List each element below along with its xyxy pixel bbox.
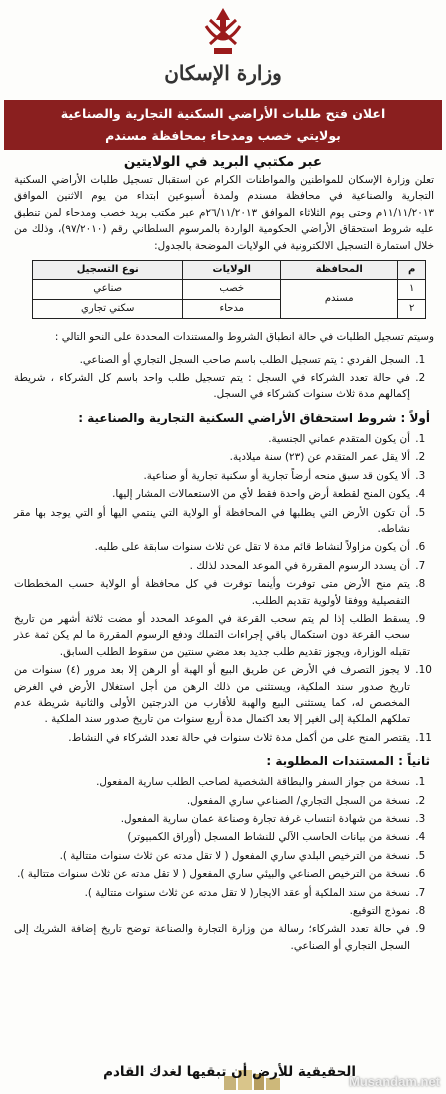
section-title-conditions: أولاً : شروط استحقاق الأراضي السكنية التجارية والصناعية :	[78, 410, 430, 425]
site-watermark: Musandam.net	[348, 1074, 440, 1089]
table-cell: ٢	[398, 299, 426, 318]
list-item: 1. نسخة من جواز السفر والبطاقة الشخصية لصاحب الطلب سارية المفعول.	[14, 774, 412, 790]
banner-title: اعلان فتح طلبات الأراضي السكنية التجارية والصناعية	[60, 106, 386, 121]
list-item: 8. يتم منح الأرض متى توفرت وأينما توفرت في كل محافظة أو الولاية حسب المخططات التفصيلية ووفقا لأولوية تقديم الطلب.	[14, 576, 412, 609]
table-row	[33, 280, 426, 299]
table-cell: سكني تجاري	[33, 299, 183, 318]
list-item: 9. يسقط الطلب إذا لم يتم سحب القرعة في الموعد المحدد أو مضت ثلاثة أشهر من تاريخ سحب القرعة دون استكمال باقي إجراءات التملك ودفع الرسوم المقررة ما لم يكن ثمة عذر تقبله الوزارة، ويجوز تقديم طلب جديد بعد مضي سنتين من سقوط الطلب السابق.	[14, 611, 412, 660]
list-item: 2. ألا يقل عمر المتقدم عن (٢٣) سنة ميلادية.	[14, 449, 412, 465]
registration-intro: وسيتم تسجيل الطلبات في حالة انطباق الشروط والمستندات المحددة على النحو التالي :	[54, 331, 434, 344]
list-item: 9. في حالة تعدد الشركاء؛ رسالة من وزارة التجارة والصناعة توضح تاريخ إضافة الشريك إلى السجل التجاري أو الصناعي.	[14, 921, 412, 954]
table-cell: ١	[398, 280, 426, 299]
announcement-subtitle: عبر مكتبي البريد في الولايتين	[123, 154, 323, 170]
list-item: 1. السجل الفردي : يتم تسجيل الطلب باسم صاحب السجل التجاري أو الصناعي.	[14, 352, 412, 368]
list-item: 2. نسخة من السجل التجاري/ الصناعي ساري المفعول.	[14, 793, 412, 809]
list-item: 1. أن يكون المتقدم عماني الجنسية.	[14, 431, 412, 447]
ministry-emblem-icon	[200, 6, 246, 58]
table-header: المحافظة	[281, 261, 398, 280]
list-item: 8. نموذج التوقيع.	[14, 903, 412, 919]
list-item: 2. في حالة تعدد الشركاء في السجل : يتم تسجيل طلب واحد باسم كل الشركاء ، شريطة إكمالهم مدة ثلاث سنوات كشركاء في السجل.	[14, 370, 412, 403]
table-header: الولايات	[183, 261, 281, 280]
list-item: 5. أن تكون الأرض التي يطلبها في المحافظة أو الولاية التي ينتمي اليها أو التي يوجد بها مقر نشاطه.	[14, 505, 412, 538]
list-item: 6. أن يكون مزاولاً لنشاط قائم مدة لا تقل عن ثلاث سنوات سابقة على طلبه.	[14, 539, 412, 555]
table-header: م	[398, 261, 426, 280]
footer	[0, 1060, 446, 1094]
registration-list	[14, 352, 434, 403]
list-item: 6. نسخة من الترخيص الصناعي والبيئي ساري المفعول ( لا تقل مدته عن ثلاث سنوات متتالية ).	[14, 866, 412, 882]
conditions-list	[14, 431, 434, 746]
table-header-row	[33, 261, 426, 280]
list-item: 5. نسخة من الترخيص البلدي ساري المفعول ( لا تقل مدته عن ثلاث سنوات متتالية ).	[14, 848, 412, 864]
wilaya-table	[32, 260, 426, 319]
announcement-body	[14, 172, 434, 958]
ministry-name: وزارة الإسكان	[164, 61, 282, 85]
table-cell: خصب	[183, 280, 281, 299]
list-item: 10. لا يجوز التصرف في الأرض عن طريق البيع أو الهبة أو الرهن إلا بعد مرور (٤) سنوات من تاريخ صدور سند الملكية، ويستثنى من ذلك الرهن من أجل استغلال الأرض في الغرض المخصص له، كما يستثنى البيع والهبة للأقارب من الدرجتين الأولى والثانية شريطة عدم تملكهم الملكية إلى الغير إلا بعد اكتمال مدة أربع سنوات من تاريخ صدور سند الملكية .	[14, 662, 412, 728]
section-title-documents: ثانياً : المستندات المطلوبة :	[266, 754, 430, 769]
announcement-banner	[4, 100, 442, 150]
list-item: 3. نسخة من شهادة انتساب غرفة تجارة وصناعة عمان سارية المفعول.	[14, 811, 412, 827]
list-item: 4. نسخة من بيانات الحاسب الآلي للنشاط المسجل (أوراق الكمبيوتر)	[14, 829, 412, 845]
list-item: 3. ألا يكون قد سبق منحه أرضاً تجارية أو سكنية تجارية أو صناعية.	[14, 468, 412, 484]
list-item: 7. نسخة من سند الملكية أو عقد الايجار( لا تقل مدته عن ثلاث سنوات متتالية ).	[14, 885, 412, 901]
table-header: نوع التسجيل	[33, 261, 183, 280]
list-item: 11. يقتصر المنح على من أكمل مدة ثلاث سنوات في حالة تعدد الشركاء في النشاط.	[14, 730, 412, 746]
table-cell: صناعي	[33, 280, 183, 299]
banner-location: بولايتي خصب ومدحاء بمحافظة مسندم	[105, 128, 341, 143]
list-item: 4. يكون المنح لقطعة أرض واحدة فقط لأي من الاستعمالات المشار إليها.	[14, 486, 412, 502]
list-item: 7. أن يسدد الرسوم المقررة في الموعد المحدد لذلك .	[14, 558, 412, 574]
table-cell-governorate: مسندم	[281, 280, 398, 319]
footer-slogan: الحقيقية للأرض أن تبقيها لغدك القادم	[103, 1064, 356, 1080]
intro-paragraph: تعلن وزارة الإسكان للمواطنين والمواطنات الكرام عن استقبال تسجيل طلبات الأراضي السكنية التجارية والصناعية في محافظة مسندم ولمدة أسبوعين ابتداء من يوم الاثنين الموافق ١١/١١/٢٠١٣م وحتى يوم الثلاثاء الموافق ٢٦/١١/٢٠١٣م عبر مكتب بريد خصب ومدحاء لمن تنطبق عليه شروط استحقاق الأراضي الحكومية الواردة بالمرسوم السلطاني رقم (٩٧/٢٠١٠)، وذلك من خلال استمارة التسجيل الالكترونية في الولايات الموضحة بالجدول:	[14, 174, 434, 252]
documents-list	[14, 774, 434, 954]
table-cell: مدحاء	[183, 299, 281, 318]
